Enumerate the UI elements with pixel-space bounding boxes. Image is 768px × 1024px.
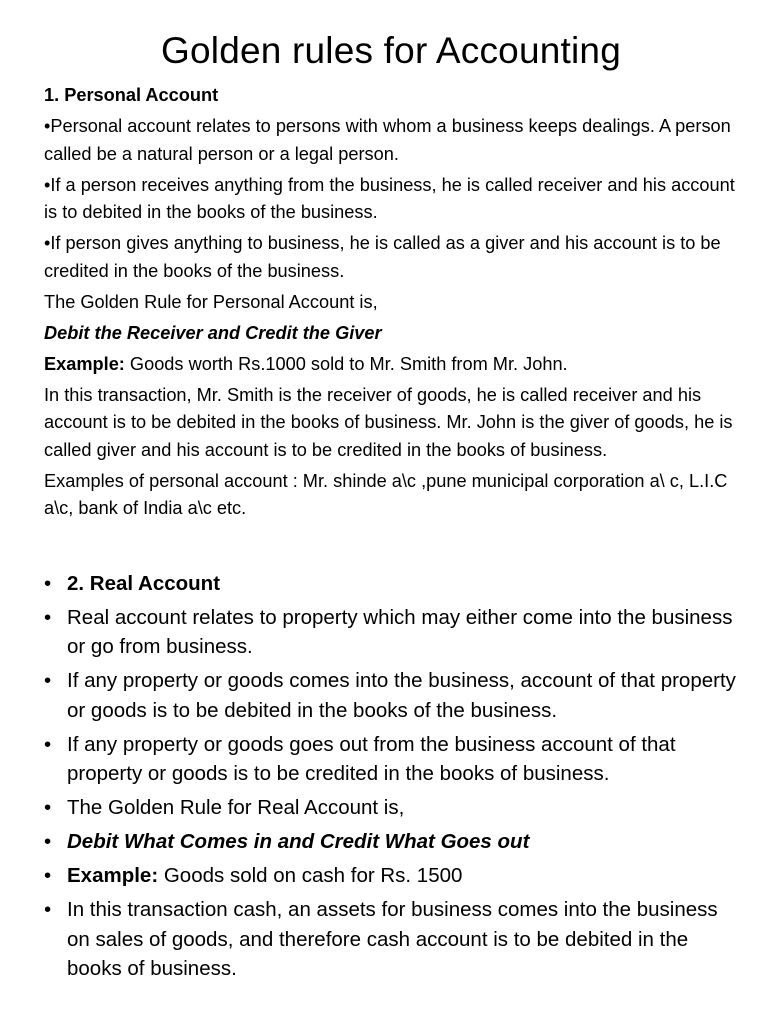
real-account-point: Real account relates to property which may either come into the business or go from business. — [67, 605, 733, 658]
list-item — [44, 895, 738, 984]
personal-account-golden-rule: Debit the Receiver and Credit the Giver — [44, 322, 382, 343]
real-account-heading: 2. Real Account — [67, 571, 221, 595]
list-item — [44, 793, 738, 823]
list-item — [44, 603, 738, 662]
personal-account-section — [44, 82, 738, 523]
personal-account-paragraph: •If person gives anything to business, he is called as a giver and his account is to be credited in the books of the business. — [44, 233, 721, 281]
example-text: Goods sold on cash for Rs. 1500 — [158, 864, 463, 887]
list-item — [44, 827, 738, 857]
bullet-icon: • — [44, 605, 52, 629]
bullet-icon: • — [44, 796, 52, 819]
personal-account-paragraph: •If a person receives anything from the business, he is called receiver and his account is to debited in the books of the business. — [44, 174, 735, 222]
bullet-icon: • — [44, 864, 52, 887]
real-account-golden-rule: Debit What Comes in and Credit What Goes out — [67, 830, 530, 853]
personal-account-example — [44, 351, 738, 379]
bullet-icon: • — [44, 669, 52, 692]
personal-account-heading: 1. Personal Account — [44, 85, 219, 105]
bullet-icon: • — [44, 898, 52, 921]
personal-account-explanation: In this transaction, Mr. Smith is the receiver of goods, he is called receiver and his account is to be debited in the books of business. Mr. John is the giver of goods, he is called giver and his account is to be credited in the books of business. — [44, 384, 733, 460]
example-label: Example: — [44, 353, 125, 374]
example-label: Example: — [67, 864, 159, 887]
real-account-point: If any property or goods goes out from the business account of that property or goods is to be credited in the books of business. — [67, 732, 676, 785]
list-item — [44, 730, 738, 789]
personal-account-paragraph: The Golden Rule for Personal Account is, — [44, 291, 378, 312]
real-account-point: If any property or goods comes into the business, account of that property or goods is to be debited in the books of the business. — [67, 669, 736, 722]
real-account-point: The Golden Rule for Real Account is, — [67, 796, 405, 819]
personal-account-paragraph: •Personal account relates to persons with whom a business keeps dealings. A person called be a natural person or a legal person. — [44, 116, 731, 164]
bullet-icon: • — [44, 830, 52, 853]
list-item — [44, 569, 738, 599]
bullet-icon: • — [44, 732, 52, 756]
bullet-icon: • — [44, 571, 52, 595]
list-item — [44, 666, 738, 725]
list-item — [44, 861, 738, 891]
page-title: Golden rules for Accounting — [161, 30, 621, 71]
real-account-explanation: In this transaction cash, an assets for business comes into the business on sales of goods, and therefore cash account is to be debited in the books of business. — [67, 898, 718, 980]
example-text: Goods worth Rs.1000 sold to Mr. Smith from Mr. John. — [124, 353, 568, 374]
real-account-section — [44, 569, 738, 984]
personal-account-examples-list: Examples of personal account : Mr. shinde a\c ,pune municipal corporation a\ c, L.I.C a\c, bank of India a\c etc. — [44, 470, 728, 518]
